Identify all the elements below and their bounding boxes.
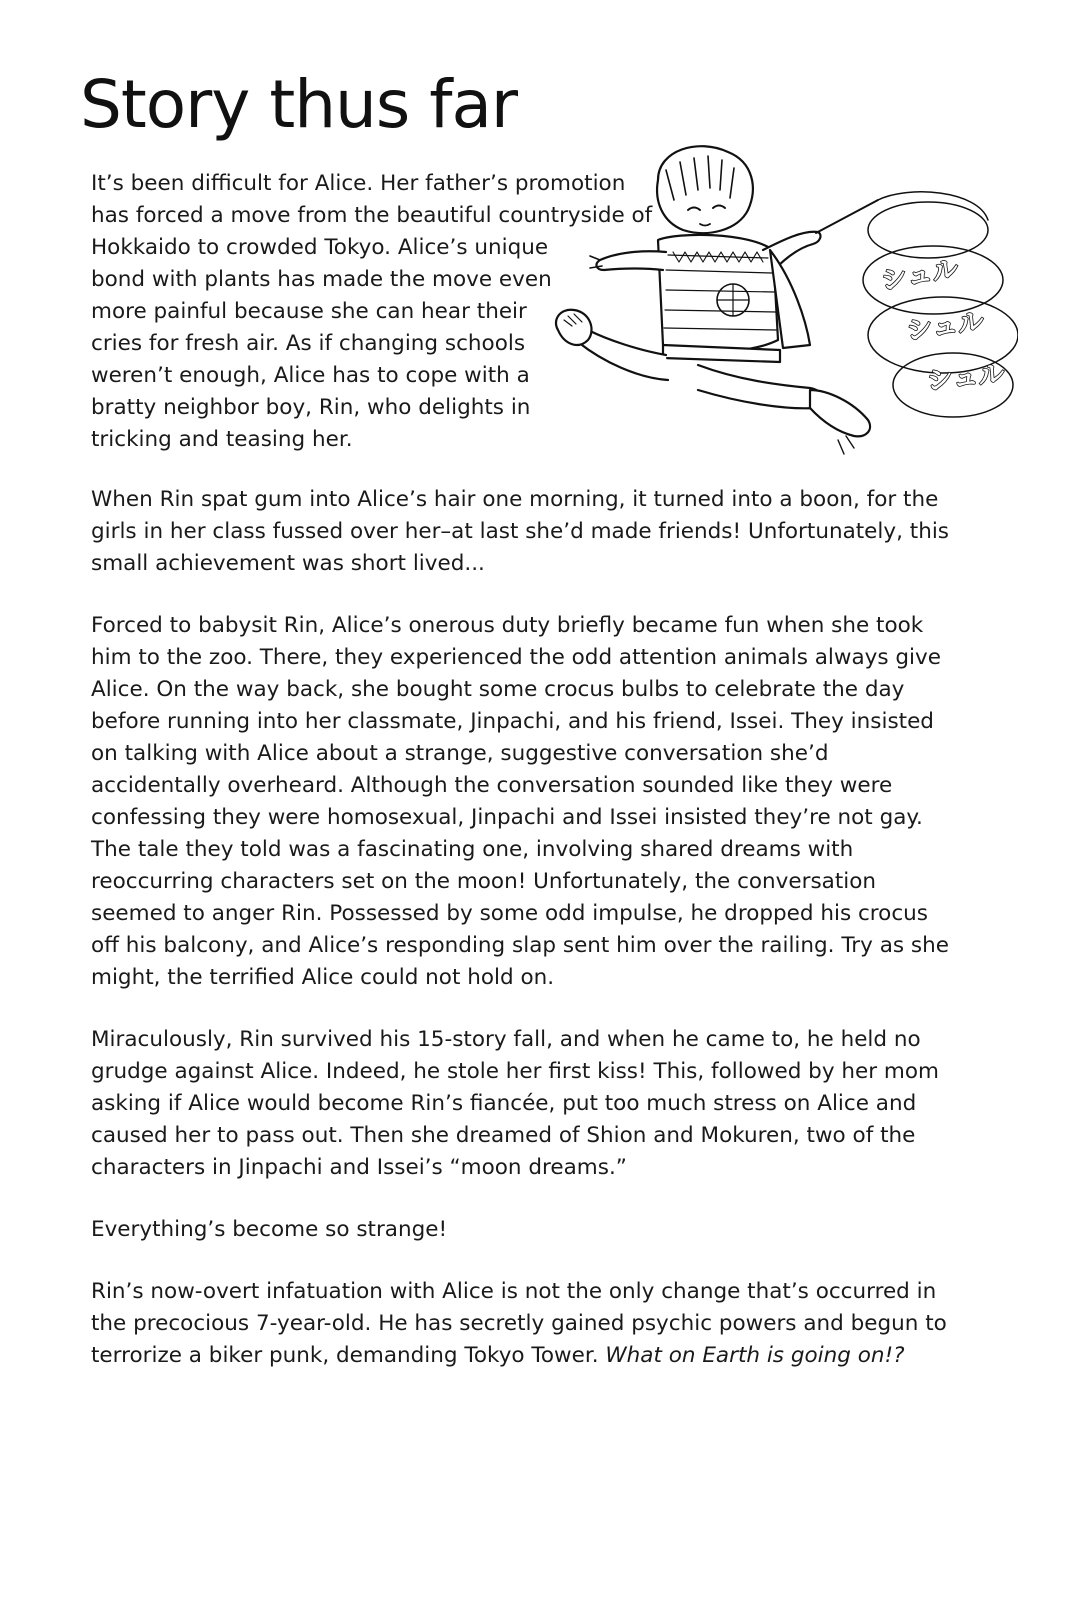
story-paragraph: Everything’s become so strange! — [91, 1217, 448, 1242]
intro-line: Hokkaido to crowded Tokyo. Alice’s unique — [91, 235, 549, 260]
intro-line: has forced a move from the beautiful countryside of — [91, 203, 653, 228]
intro-line: cries for fresh air. As if changing schools — [91, 331, 526, 356]
rin-leaping-illustration — [548, 140, 1018, 480]
intro-line: It’s been difficult for Alice. Her father’s promotion — [91, 171, 626, 196]
closing-text: Rin’s now-overt infatuation with Alice is not the only change that’s occurred in the precocious 7-year-old. He has secretly gained psychic powers and begun to terrorize a biker punk, demanding Tokyo Tower. — [91, 1279, 947, 1368]
intro-line: tricking and teasing her. — [91, 427, 353, 452]
sfx-text: シュル — [904, 306, 986, 347]
page-title: Story thus far — [80, 66, 518, 143]
story-paragraph: Miraculously, Rin survived his 15-story fall, and when he came to, he held no grudge against Alice. Indeed, he stole her first kiss! This, followed by her mom asking if Alice would become Rin’s fiancée, put too much stress on Alice and caused her to pass out. Then she dreamed of Shion and Mokuren, two of the characters in Jinpachi and Issei’s “moon dreams.” — [91, 1027, 939, 1180]
intro-line: weren’t enough, Alice has to cope with a — [91, 363, 530, 388]
story-body — [91, 484, 961, 1402]
closing-paragraph — [91, 1276, 961, 1372]
intro-line: more painful because she can hear their — [91, 299, 527, 324]
story-paragraph: Forced to babysit Rin, Alice’s onerous duty briefly became fun when she took him to the zoo. There, they experienced the odd attention animals always give Alice. On the way back, she bought some crocus bulbs to celebrate the day before running into her classmate, Jinpachi, and his friend, Issei. They insisted on talking with Alice about a strange, suggestive conversation she’d accidentally overheard. Although the conversation sounded like they were confessing they were homosexual, Jinpachi and Issei insisted they’re not gay. The tale they told was a fascinating one, involving shared dreams with reoccurring characters set on the moon! Unfortunately, the conversation seemed to anger Rin. Possessed by some odd impulse, he dropped his crocus off his balcony, and Alice’s responding slap sent him over the railing. Try as she might, the terrified Alice could not hold on. — [91, 613, 949, 990]
sfx-text: シュル — [879, 253, 961, 297]
closing-italic: What on Earth is going on!? — [605, 1343, 905, 1368]
sfx-text: シュル — [925, 359, 1006, 397]
story-paragraph: When Rin spat gum into Alice’s hair one morning, it turned into a boon, for the girls in her class fussed over her–at last she’d made friends! Unfortunately, this small achievement was short lived... — [91, 487, 949, 576]
intro-line: bond with plants has made the move even — [91, 267, 552, 292]
intro-line: bratty neighbor boy, Rin, who delights in — [91, 395, 531, 420]
